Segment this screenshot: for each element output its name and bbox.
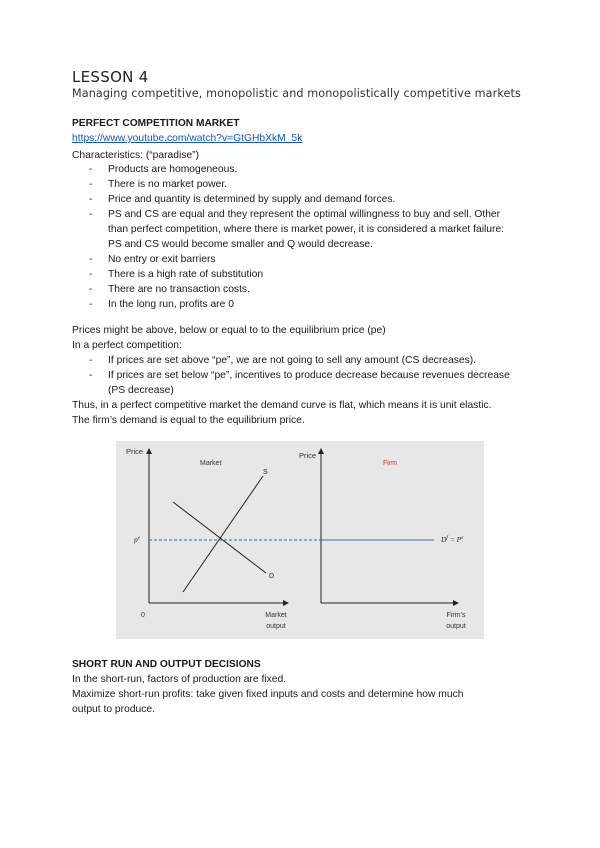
list-item: - There are no transaction costs.: [89, 284, 250, 295]
market-title: Market: [200, 460, 222, 467]
pe-label: $p^e$: [134, 535, 140, 544]
supply-curve: [183, 476, 263, 592]
list-item: - PS and CS are equal and they represent the optimal willingness to buy and sell. Other than perfect competition, where there is market power, it is considered a market failure: PS and CS would become smaller and Q would decrease.: [89, 209, 505, 250]
supply-label: S: [263, 469, 268, 476]
prices-paragraph: Prices might be above, below or equal to to the equilibrium price (pe): [72, 325, 386, 336]
list-item: - No entry or exit barriers: [89, 254, 216, 265]
conclusion-line: Thus, in a perfect competitive market the demand curve is flat, which means it is unit elastic.: [72, 400, 492, 411]
list-item: - There is no market power.: [89, 179, 228, 190]
firm-demand-label: $D^f = P^e$: [441, 535, 464, 544]
pricing-list: [72, 353, 532, 398]
lesson-title: LESSON 4: [72, 68, 149, 86]
firm-demand-line: The firm’s demand is equal to the equilibrium price.: [72, 415, 305, 426]
characteristics-intro: Characteristics: (“paradise”): [72, 150, 200, 161]
dash-bullet: -: [89, 284, 93, 295]
firm-output-label: Firm’s output: [446, 612, 466, 630]
market-firm-figure: [116, 441, 484, 639]
dash-bullet: -: [89, 194, 93, 205]
dash-bullet: -: [89, 269, 93, 280]
origin-label: 0: [141, 612, 145, 619]
dash-bullet: -: [89, 209, 93, 220]
demand-label: D: [269, 573, 275, 580]
dash-bullet: -: [89, 164, 93, 175]
list-item: - In the long run, profits are 0: [89, 299, 234, 310]
list-item: - Products are homogeneous.: [89, 164, 238, 175]
figure-svg: [116, 441, 484, 639]
lesson-subtitle: Managing competitive, monopolistic and monopolistically competitive markets: [72, 87, 521, 100]
firm-title: Firm: [383, 460, 397, 467]
characteristics-list: [72, 162, 532, 312]
demand-curve: [173, 502, 266, 573]
market-output-label: Market output: [265, 612, 287, 630]
dash-bullet: -: [89, 179, 93, 190]
list-item: - Price and quantity is determined by supply and demand forces.: [89, 194, 396, 205]
list-item: - If prices are set below “pe”, incentives to produce decrease because revenues decrease (PS decrease): [89, 370, 510, 396]
perfect-competition-intro: In a perfect competition:: [72, 340, 182, 351]
dash-bullet: -: [89, 299, 93, 310]
youtube-link[interactable]: https://www.youtube.com/watch?v=GtGHbXkM_5k: [72, 133, 303, 144]
section-heading-perfect-competition: PERFECT COMPETITION MARKET: [72, 118, 240, 129]
output-line: output to produce.: [72, 704, 156, 715]
list-item: - There is a high rate of substitution: [89, 269, 264, 280]
dash-bullet: -: [89, 370, 93, 381]
short-run-line: In the short-run, factors of production are fixed.: [72, 674, 287, 685]
market-price-label: Price: [126, 447, 144, 456]
maximize-line: Maximize short-run profits: take given fixed inputs and costs and determine how much: [72, 689, 464, 700]
dash-bullet: -: [89, 355, 93, 366]
list-item: - If prices are set above “pe”, we are not going to sell any amount (CS decreases).: [89, 355, 477, 366]
dash-bullet: -: [89, 254, 93, 265]
section-heading-short-run: SHORT RUN AND OUTPUT DECISIONS: [72, 659, 261, 670]
firm-price-label: Price: [299, 451, 317, 460]
